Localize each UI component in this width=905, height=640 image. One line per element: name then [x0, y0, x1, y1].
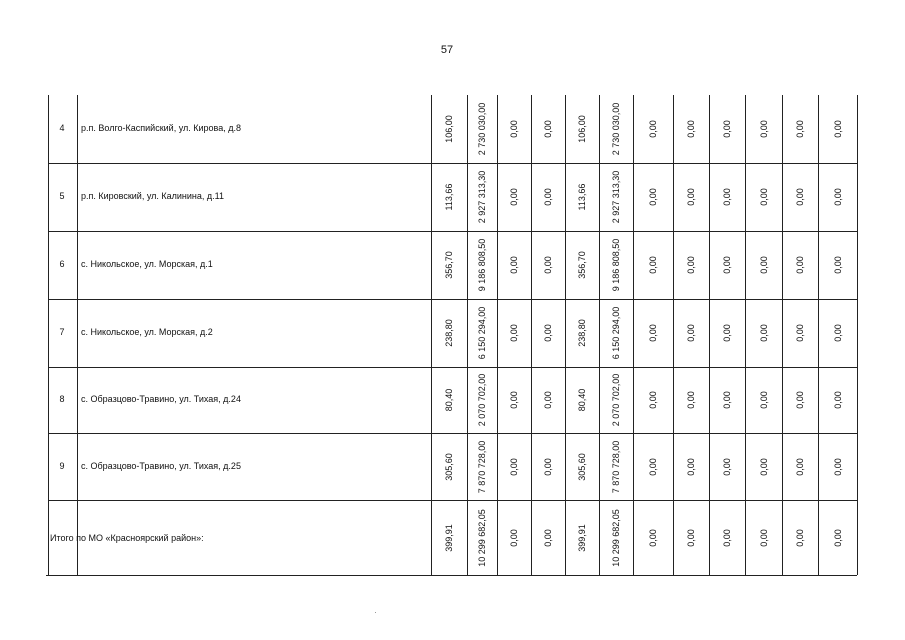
- row-number: 6: [59, 259, 65, 269]
- row-value-cell: 106,00: [577, 115, 587, 143]
- row-value-cell: 0,00: [543, 391, 553, 409]
- row-value-cell: 0,00: [832, 256, 843, 274]
- row-value-cell: 2 730 030,00: [611, 102, 621, 156]
- row-value-cell: 80,40: [577, 388, 587, 412]
- row-value-cell: 0,00: [722, 256, 732, 274]
- row-value-cell: 0,00: [543, 457, 553, 476]
- row-value-cell: 356,70: [444, 251, 454, 279]
- row-value-cell: 0,00: [758, 188, 769, 206]
- row-value-cell: 0,00: [795, 120, 805, 138]
- row-value-cell: 2 927 313,30: [611, 170, 621, 224]
- row-value-cell: 0,00: [722, 391, 732, 409]
- row-address: с. Никольское, ул. Морская, д.1: [81, 259, 213, 269]
- row-value-cell: 0,00: [686, 188, 696, 206]
- row-value-cell: 2 070 702,00: [477, 373, 487, 427]
- row-value-cell: 0,00: [648, 324, 658, 342]
- table-vertical-rule: [467, 95, 468, 575]
- total-value-cell: 0,00: [509, 528, 519, 547]
- total-value-cell: 0,00: [795, 528, 805, 547]
- row-value-cell: 0,00: [648, 391, 658, 409]
- row-value-cell: 2 730 030,00: [477, 102, 487, 156]
- row-value-cell: 0,00: [832, 120, 843, 138]
- table-vertical-rule: [497, 95, 498, 575]
- row-value-cell: 0,00: [832, 391, 843, 409]
- row-value-cell: 0,00: [509, 188, 519, 206]
- row-value-cell: 0,00: [722, 457, 732, 476]
- row-value-cell: 0,00: [509, 120, 519, 138]
- row-value-cell: 0,00: [722, 324, 732, 342]
- row-value-cell: 0,00: [832, 457, 843, 476]
- row-value-cell: 0,00: [686, 391, 696, 409]
- table-vertical-rule: [633, 95, 634, 575]
- table-vertical-rule: [673, 95, 674, 575]
- row-value-cell: 0,00: [686, 120, 696, 138]
- row-value-cell: 0,00: [648, 457, 658, 476]
- total-value-cell: 0,00: [832, 528, 843, 547]
- row-number: 4: [59, 123, 65, 133]
- total-value-cell: 399,91: [577, 523, 587, 552]
- row-address: с. Никольское, ул. Морская, д.2: [81, 327, 213, 337]
- row-value-cell: 6 150 294,00: [611, 306, 621, 360]
- row-value-cell: 2 070 702,00: [611, 373, 621, 427]
- row-value-cell: 305,60: [577, 452, 587, 481]
- row-value-cell: 7 870 728,00: [477, 440, 487, 493]
- scan-speck: [375, 612, 376, 613]
- row-value-cell: 113,66: [444, 183, 454, 211]
- total-value-cell: 10 299 682,05: [611, 508, 621, 567]
- row-value-cell: 0,00: [832, 188, 843, 206]
- row-value-cell: 0,00: [758, 391, 769, 409]
- row-number: 5: [59, 191, 65, 201]
- row-value-cell: 0,00: [758, 457, 769, 476]
- row-value-cell: 0,00: [509, 457, 519, 476]
- table-vertical-rule: [745, 95, 746, 575]
- table-vertical-rule: [818, 95, 819, 575]
- row-value-cell: 356,70: [577, 251, 587, 279]
- table-vertical-rule: [531, 95, 532, 575]
- row-value-cell: 0,00: [686, 324, 696, 342]
- row-value-cell: 0,00: [686, 457, 696, 476]
- row-value-cell: 0,00: [509, 256, 519, 274]
- total-label: Итого по МО «Красноярский район»:: [50, 533, 204, 543]
- row-value-cell: 0,00: [758, 120, 769, 138]
- row-value-cell: 0,00: [543, 120, 553, 138]
- row-value-cell: 0,00: [648, 188, 658, 206]
- total-value-cell: 10 299 682,05: [477, 508, 487, 567]
- row-value-cell: 106,00: [444, 115, 454, 143]
- row-value-cell: 0,00: [795, 457, 805, 476]
- total-value-cell: 0,00: [543, 528, 553, 547]
- row-number: 7: [59, 327, 65, 337]
- row-value-cell: 0,00: [795, 188, 805, 206]
- row-number: 9: [59, 460, 65, 471]
- table-vertical-rule: [782, 95, 783, 575]
- row-value-cell: 0,00: [543, 188, 553, 206]
- row-value-cell: 0,00: [758, 256, 769, 274]
- total-value-cell: 0,00: [722, 528, 732, 547]
- row-value-cell: 305,60: [444, 452, 454, 481]
- row-address: с. Образцово-Травино, ул. Тихая, д.25: [81, 460, 241, 471]
- row-value-cell: 0,00: [795, 256, 805, 274]
- total-value-cell: 0,00: [648, 528, 658, 547]
- row-value-cell: 0,00: [795, 324, 805, 342]
- row-value-cell: 9 186 808,50: [477, 238, 487, 292]
- row-value-cell: 0,00: [543, 324, 553, 342]
- table-vertical-rule: [565, 95, 566, 575]
- row-value-cell: 0,00: [758, 324, 769, 342]
- row-value-cell: 0,00: [509, 391, 519, 409]
- row-value-cell: 0,00: [686, 256, 696, 274]
- row-value-cell: 0,00: [648, 256, 658, 274]
- row-value-cell: 0,00: [648, 120, 658, 138]
- row-value-cell: 0,00: [795, 391, 805, 409]
- row-address: р.п. Волго-Каспийский, ул. Кирова, д.8: [81, 123, 241, 133]
- row-value-cell: 238,80: [444, 319, 454, 347]
- row-value-cell: 7 870 728,00: [611, 440, 621, 493]
- table-vertical-rule: [77, 95, 78, 575]
- row-address: с. Образцово-Травино, ул. Тихая, д.24: [81, 394, 241, 404]
- row-value-cell: 238,80: [577, 319, 587, 347]
- table-vertical-rule: [431, 95, 432, 575]
- page-number: 57: [440, 44, 454, 56]
- row-value-cell: 0,00: [722, 188, 732, 206]
- row-value-cell: 0,00: [832, 324, 843, 342]
- row-value-cell: 0,00: [722, 120, 732, 138]
- row-address: р.п. Кировский, ул. Калинина, д.11: [81, 191, 224, 201]
- total-value-cell: 0,00: [758, 528, 769, 547]
- row-value-cell: 9 186 808,50: [611, 238, 621, 292]
- row-value-cell: 6 150 294,00: [477, 306, 487, 360]
- row-value-cell: 2 927 313,30: [477, 170, 487, 224]
- total-value-cell: 399,91: [444, 523, 454, 552]
- row-value-cell: 0,00: [543, 256, 553, 274]
- row-value-cell: 0,00: [509, 324, 519, 342]
- row-number: 8: [59, 394, 65, 404]
- row-value-cell: 113,66: [577, 183, 587, 211]
- table-vertical-rule: [709, 95, 710, 575]
- total-value-cell: 0,00: [686, 528, 696, 547]
- table-vertical-rule: [857, 95, 858, 575]
- row-value-cell: 80,40: [444, 388, 454, 412]
- table-vertical-rule: [599, 95, 600, 575]
